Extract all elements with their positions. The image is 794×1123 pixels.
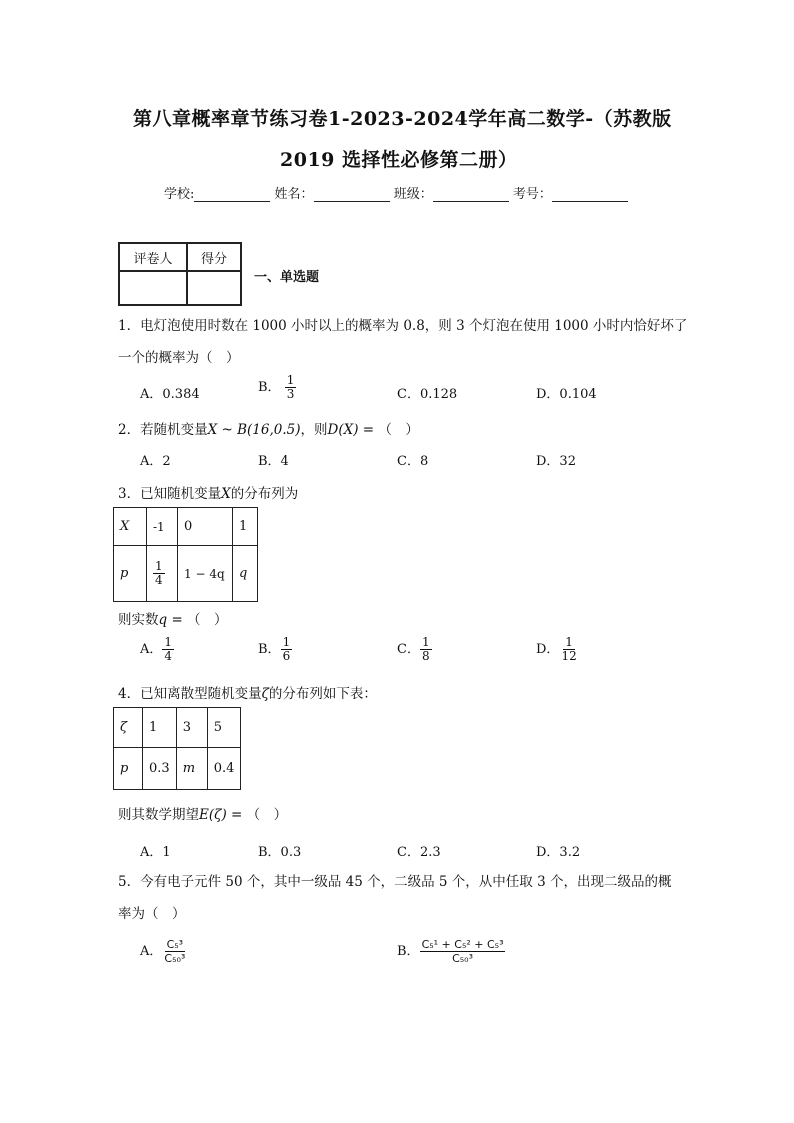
q4-cell-3: 3 [176, 708, 207, 748]
page-title-line1: 第八章概率章节练习卷1-2023-2024学年高二数学-（苏教版 [133, 108, 672, 130]
q3-cell-neg1: -1 [147, 508, 178, 546]
q5-a-den: C₅₀³ [164, 952, 186, 965]
q4-option-b[interactable]: B．0.3 [258, 845, 302, 860]
q4-cell-1: 1 [143, 708, 177, 748]
q1-option-b[interactable] [258, 374, 296, 401]
q3-option-d-label: D． [536, 642, 560, 657]
school-label: 学校: [164, 187, 195, 202]
q2-option-d[interactable]: D．32 [536, 454, 576, 469]
q5-a-num: C₅³ [166, 938, 184, 951]
q3-ask [118, 608, 228, 628]
q2-mid: ，则 [300, 422, 328, 438]
q5-option-b-label: B． [397, 944, 420, 959]
q3-a-num: 1 [164, 635, 173, 649]
q1-option-b-label: B． [258, 380, 281, 395]
q5-b-den: C₅₀³ [452, 952, 473, 965]
q3-option-b[interactable] [258, 636, 292, 663]
q3-a-den: 4 [164, 649, 173, 663]
q5-b-num: C₅¹ + C₅² + C₅³ [421, 938, 504, 951]
q4-cell-p: p [114, 748, 143, 790]
score-header-grader: 评卷人 [119, 243, 187, 271]
name-field[interactable] [314, 187, 390, 202]
q3-text [118, 482, 298, 502]
q1-option-d[interactable]: D．0.104 [536, 387, 597, 402]
q3-variable: X [221, 486, 231, 502]
q3-option-c[interactable] [397, 636, 432, 663]
q4-cell-5: 5 [207, 708, 241, 748]
q3-option-a[interactable] [140, 636, 174, 663]
class-field[interactable] [433, 187, 509, 202]
grader-cell[interactable] [119, 271, 187, 305]
q3-suffix: 的分布列为 [230, 486, 299, 502]
q4-distribution-table [113, 707, 241, 790]
q3-ask-suffix: = （ ） [167, 612, 228, 628]
q3-option-d[interactable] [536, 636, 579, 663]
q4-suffix: 的分布列如下表： [268, 686, 377, 702]
q1-text-line1: 1．电灯泡使用时数在 1000 小时以上的概率为 0.8，则 3 个灯泡在使用 1000 小时内恰好坏了 [118, 318, 688, 334]
q4-cell-03: 0.3 [143, 748, 177, 790]
q3-cell-0: 0 [178, 508, 233, 546]
q3-d-den: 12 [561, 649, 577, 663]
q1-text-line2: 一个的概率为（ ） [118, 350, 240, 366]
q3-ask-text: 则实数 [118, 612, 159, 628]
q4-prefix: 4．已知离散型随机变量 [118, 686, 262, 702]
info-line [164, 183, 628, 202]
score-table [118, 242, 242, 306]
q4-variable: ζ [261, 686, 269, 702]
q3-cell-q: q [233, 546, 258, 602]
q2-option-c[interactable]: C．8 [397, 454, 429, 469]
q3-prefix: 3．已知随机变量 [118, 486, 222, 502]
q4-option-d[interactable]: D．3.2 [536, 845, 581, 860]
q2-suffix: = （ ） [358, 422, 419, 438]
q1-b-numerator: 1 [286, 373, 295, 387]
q4-option-a[interactable]: A．1 [140, 845, 171, 860]
q2-expression: X ~ B(16,0.5) [207, 422, 301, 438]
q3-distribution-table [113, 507, 258, 602]
q3-ask-variable: q [158, 612, 168, 628]
q3-option-a-label: A． [140, 642, 163, 657]
q5-option-b[interactable] [397, 938, 505, 965]
exam-no-field[interactable] [552, 187, 628, 202]
page-title-line2: 2019 选择性必修第二册） [280, 149, 518, 171]
q4-ask-text: 则其数学期望 [118, 807, 199, 823]
q2-option-b[interactable]: B．4 [258, 454, 289, 469]
name-label: 姓名： [274, 187, 314, 202]
q3-quarter-den: 4 [155, 573, 163, 587]
q4-text [118, 682, 377, 702]
q4-cell-m: m [176, 748, 207, 790]
score-header-score: 得分 [187, 243, 241, 271]
q3-cell-x: X [114, 508, 147, 546]
q3-b-num: 1 [282, 635, 291, 649]
q2-variance-expression: D(X) [327, 422, 359, 438]
q4-cell-zeta: ζ [114, 708, 143, 748]
q4-ask [118, 803, 287, 823]
q3-option-c-label: C． [397, 642, 420, 657]
q3-quarter-num: 1 [155, 559, 163, 573]
q4-option-c[interactable]: C．2.3 [397, 845, 441, 860]
q5-option-a[interactable] [140, 938, 187, 965]
q2-text [118, 418, 419, 438]
q3-cell-quarter [147, 546, 178, 602]
q4-cell-04: 0.4 [207, 748, 241, 790]
q1-option-c[interactable]: C．0.128 [397, 387, 458, 402]
q4-ask-suffix: = （ ） [226, 807, 288, 823]
q3-cell-1-4q: 1 − 4q [178, 546, 233, 602]
q1-option-a[interactable]: A．0.384 [140, 387, 200, 402]
q3-cell-1: 1 [233, 508, 258, 546]
q3-cell-p: p [114, 546, 147, 602]
q3-c-num: 1 [421, 635, 430, 649]
q5-text-line2: 率为（ ） [118, 906, 186, 922]
school-field[interactable] [194, 187, 270, 202]
q4-ask-expression: E(ζ) [199, 807, 227, 823]
q5-text-line1: 5．今有电子元件 50 个，其中一级品 45 个，二级品 5 个，从中任取 3 个，出现二级品的概 [118, 874, 672, 890]
class-label: 班级： [393, 187, 433, 202]
q3-d-num: 1 [565, 635, 573, 649]
score-cell[interactable] [187, 271, 241, 305]
exam-no-label: 考号： [512, 187, 552, 202]
q1-b-denominator: 3 [286, 387, 295, 401]
q3-b-den: 6 [282, 649, 291, 663]
q2-option-a[interactable]: A．2 [140, 454, 171, 469]
section-heading: 一、单选题 [254, 270, 320, 285]
q3-option-b-label: B． [258, 642, 281, 657]
q2-prefix: 2．若随机变量 [118, 422, 208, 438]
q5-option-a-label: A． [140, 944, 163, 959]
q3-c-den: 8 [421, 649, 430, 663]
